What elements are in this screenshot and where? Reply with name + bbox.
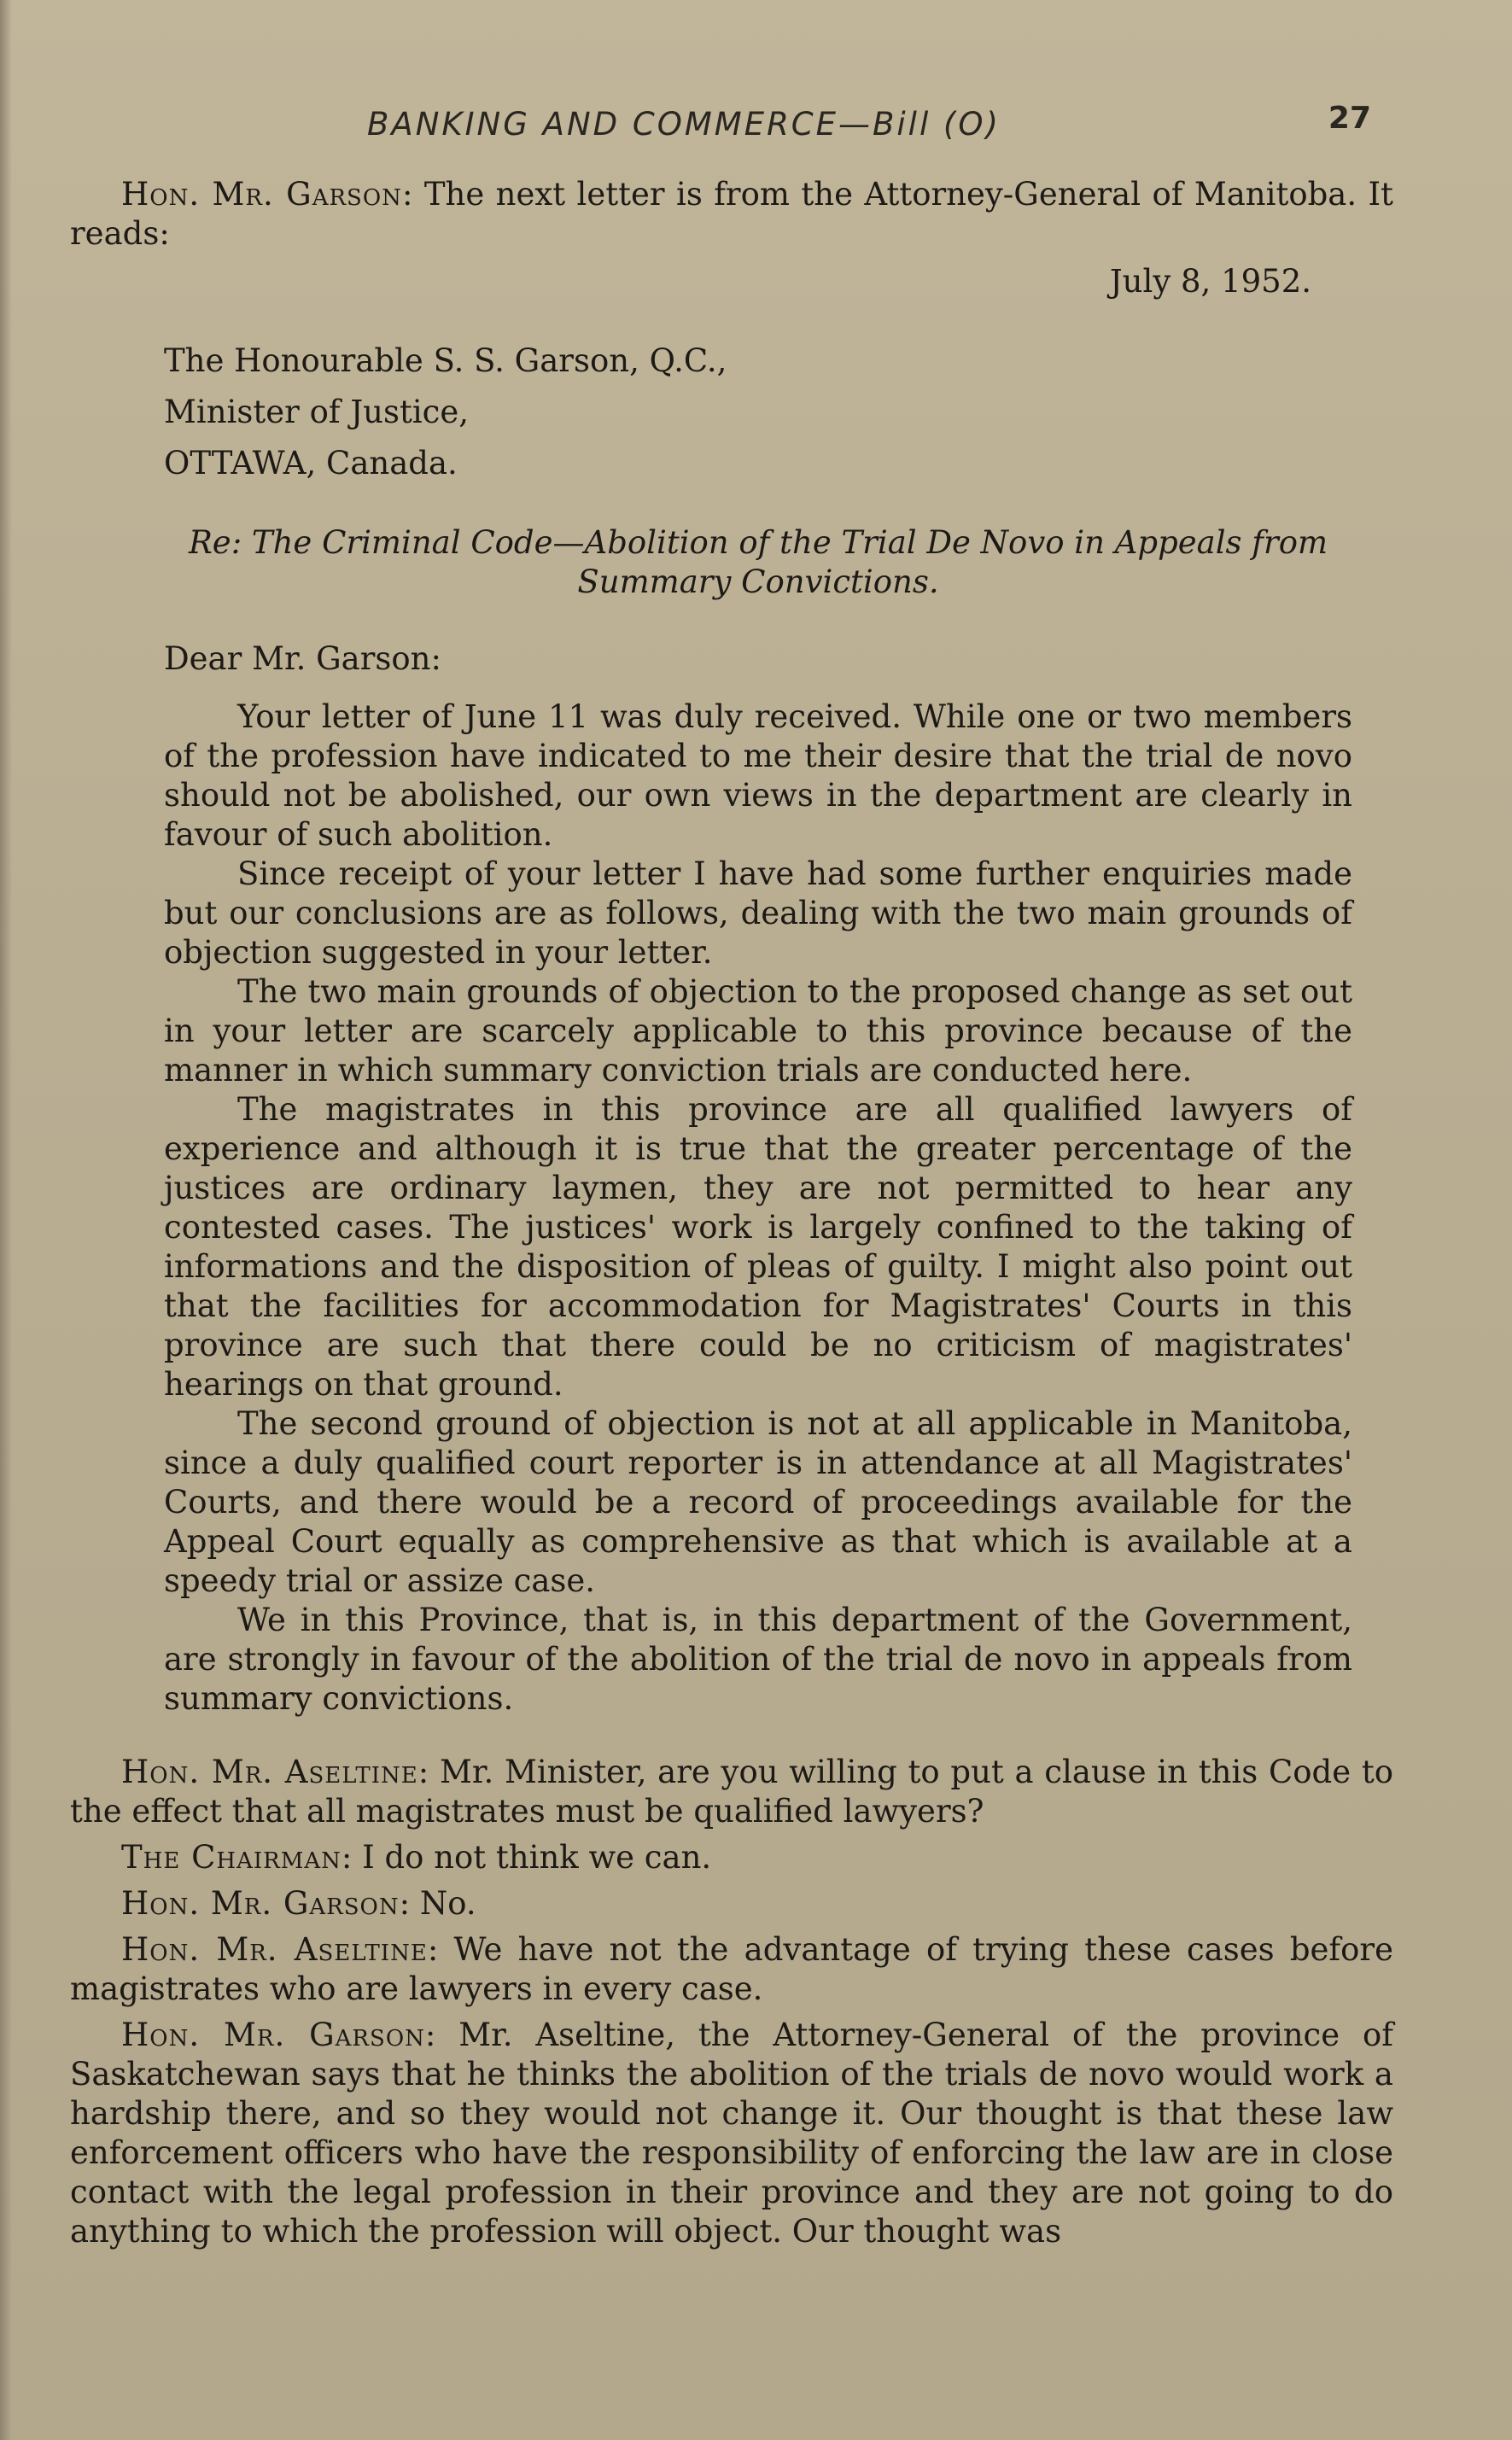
speaker-name: Hon. Mr. Garson (121, 176, 402, 213)
dialogue-text: : Mr. Aseltine, the Attorney-General of the province of Saskatchewan says that he thinks the abolition of the trials de novo would work a hardship there, and so they would not change it. Our thought is that these law enforcement officers who have the responsibility of enforcing the law are in close contact with the legal profession in their province and they are not going to do anything to which the profession will object. Our thought was (70, 2017, 1394, 2250)
speaker-name: Hon. Mr. Aseltine (121, 1931, 428, 1968)
dialogue-text: : Mr. Minister, are you willing to put a clause in this Code to the effect that all magistrates must be qualified lawyers? (70, 1754, 1393, 1830)
speaker-name: Hon. Mr. Garson (121, 1885, 400, 1922)
dialogue-paragraph (70, 1930, 1393, 2009)
dialogue-paragraph (70, 1838, 1393, 1877)
running-head: BANKING AND COMMERCE—Bill (O) (367, 106, 1001, 143)
intro-paragraph (70, 175, 1393, 254)
dialogue-text: : I do not think we can. (341, 1839, 712, 1876)
page-header (77, 101, 1383, 152)
speaker-name: Hon. Mr. Aseltine (121, 1754, 418, 1790)
address-line: OTTAWA, Canada. (164, 445, 458, 482)
letter-subject: Re: The Criminal Code—Abolition of the Trial De Novo in Appeals from Summary Convictions. (188, 524, 1328, 600)
letter-date: July 8, 1952. (1109, 263, 1311, 300)
letter-paragraph: The magistrates in this province are all qualified lawyers of experience and although it is true that the greater percentage of the justices are ordinary laymen, they are not permitted to hear any contested cases. The justices' work is largely confined to the taking of informations and the disposition of pleas of guilty. I might also point out that the facilities for accommodation for Magistrates' Courts in this province are such that there could be no criticism of magistrates' hearings on that ground. (164, 1091, 1352, 1403)
speaker-name: The Chairman (121, 1839, 342, 1876)
page-body (70, 175, 1393, 2258)
letter-paragraph: Since receipt of your letter I have had some further enquiries made but our conclusions are as follows, dealing with the two main grounds of objection suggested in your letter. (164, 855, 1352, 971)
page-number: 27 (1328, 101, 1371, 136)
speaker-name: Hon. Mr. Garson (121, 2017, 425, 2053)
dialogue-text: : No. (399, 1885, 476, 1922)
dialogue (70, 1753, 1393, 2251)
dialogue-paragraph (70, 1884, 1393, 1923)
section-gap (70, 1719, 1393, 1753)
dialogue-text: : We have not the advantage of trying these cases before magistrates who are lawyers in every case. (70, 1931, 1393, 2007)
letter-paragraph: We in this Province, that is, in this department of the Government, are strongly in favour of the abolition of the trial de novo in appeals from summary convictions. (164, 1602, 1352, 1717)
intro-text: : The next letter is from the Attorney-General of Manitoba. It reads: (70, 176, 1393, 252)
address-line: The Honourable S. S. Garson, Q.C., (164, 342, 727, 379)
dialogue-paragraph (70, 1753, 1393, 1831)
letter-paragraph: The second ground of objection is not at all applicable in Manitoba, since a duly qualified court reporter is in attendance at all Magistrates' Courts, and there would be a record of proceedings available for the Appeal Court equally as comprehensive as that which is available at a speedy trial or assize case. (164, 1405, 1352, 1599)
letter-salutation: Dear Mr. Garson: (164, 640, 441, 677)
letter-paragraph: The two main grounds of objection to the proposed change as set out in your letter are scarcely applicable to this province because of the manner in which summary conviction trials are conducted here. (164, 973, 1352, 1089)
dialogue-paragraph (70, 2016, 1393, 2251)
letter-paragraph: Your letter of June 11 was duly received. While one or two members of the profession have indicated to me their desire that the trial de novo should not be abolished, our own views in the department are clearly in favour of such abolition. (164, 698, 1352, 853)
letter-address (164, 336, 1352, 489)
address-line: Minister of Justice, (164, 394, 470, 430)
letter (164, 262, 1352, 1719)
